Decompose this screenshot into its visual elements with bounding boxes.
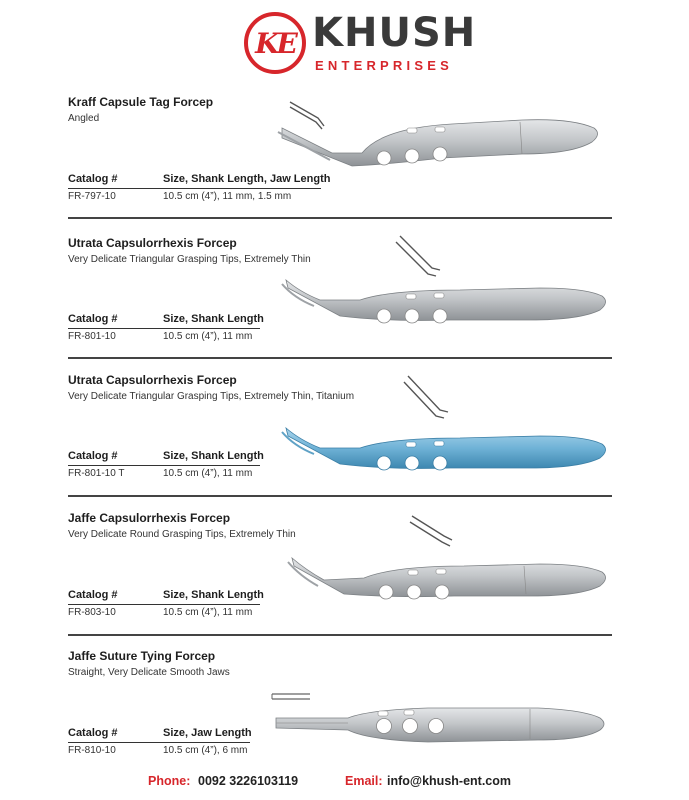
- logo-name: KHUSH: [312, 10, 477, 56]
- forcep-image-angled: [272, 98, 612, 178]
- size-header: Size, Jaw Length: [163, 727, 252, 739]
- product-title: Utrata Capsulorrhexis Forcep: [68, 236, 237, 250]
- size-header: Size, Shank Length: [163, 313, 264, 325]
- catalog-header: Catalog #: [68, 313, 118, 325]
- forcep-image-jaffe: [284, 508, 612, 608]
- email-address[interactable]: info@khush-ent.com: [387, 774, 511, 788]
- catalog-number: FR-801-10: [68, 331, 116, 342]
- size-value: 10.5 cm (4”), 11 mm: [163, 331, 253, 342]
- forcep-image-utrata: [280, 232, 612, 332]
- tip-detail-icon: [410, 516, 452, 546]
- product-description: Very Delicate Triangular Grasping Tips, Extremely Thin: [68, 254, 311, 265]
- size-header: Size, Shank Length: [163, 450, 264, 462]
- spec-rule: [68, 465, 260, 466]
- email-label: Email:: [345, 774, 383, 788]
- product-description: Very Delicate Round Grasping Tips, Extremely Thin: [68, 529, 296, 540]
- product-title: Kraff Capsule Tag Forcep: [68, 95, 214, 109]
- spec-rule: [68, 604, 260, 605]
- tip-detail-icon: [272, 694, 310, 699]
- section-divider: [68, 217, 612, 219]
- catalog-header: Catalog #: [68, 173, 118, 185]
- tip-detail-icon: [404, 376, 448, 418]
- forcep-image-suture-tying: [268, 688, 612, 752]
- phone-label: Phone:: [148, 774, 191, 788]
- size-header: Size, Shank Length: [163, 589, 264, 601]
- catalog-number: FR-797-10: [68, 191, 116, 202]
- brand-logo: [244, 10, 504, 78]
- forcep-image-utrata-titanium: [280, 370, 612, 474]
- product-title: Jaffe Capsulorrhexis Forcep: [68, 511, 231, 525]
- product-description: Straight, Very Delicate Smooth Jaws: [68, 667, 230, 678]
- product-description: Very Delicate Triangular Grasping Tips, Extremely Thin, Titanium: [68, 391, 355, 402]
- catalog-number: FR-803-10: [68, 607, 116, 618]
- product-description: Angled: [68, 113, 100, 124]
- size-value: 10.5 cm (4”), 11 mm: [163, 468, 253, 479]
- tip-detail-icon: [396, 236, 440, 276]
- logo-subtitle: ENTERPRISES: [315, 58, 453, 73]
- catalog-number: FR-810-10: [68, 745, 116, 756]
- tip-detail-icon: [290, 102, 324, 129]
- section-divider: [68, 357, 612, 359]
- logo-monogram: KE: [255, 26, 295, 60]
- spec-rule: [68, 328, 260, 329]
- catalog-header: Catalog #: [68, 589, 118, 601]
- phone-number[interactable]: 0092 3226103119: [198, 774, 299, 788]
- spec-rule: [68, 742, 250, 743]
- logo-emblem: [244, 12, 306, 74]
- catalog-header: Catalog #: [68, 727, 118, 739]
- section-divider: [68, 495, 612, 497]
- size-value: 10.5 cm (4”), 11 mm: [163, 607, 253, 618]
- spec-rule: [68, 188, 321, 189]
- size-header: Size, Shank Length, Jaw Length: [163, 173, 331, 185]
- product-title: Utrata Capsulorrhexis Forcep: [68, 373, 237, 387]
- section-divider: [68, 634, 612, 636]
- catalog-header: Catalog #: [68, 450, 118, 462]
- size-value: 10.5 cm (4”), 6 mm: [163, 745, 248, 756]
- catalog-number: FR-801-10 T: [68, 468, 125, 479]
- size-value: 10.5 cm (4”), 11 mm, 1.5 mm: [163, 191, 292, 202]
- product-title: Jaffe Suture Tying Forcep: [68, 649, 216, 663]
